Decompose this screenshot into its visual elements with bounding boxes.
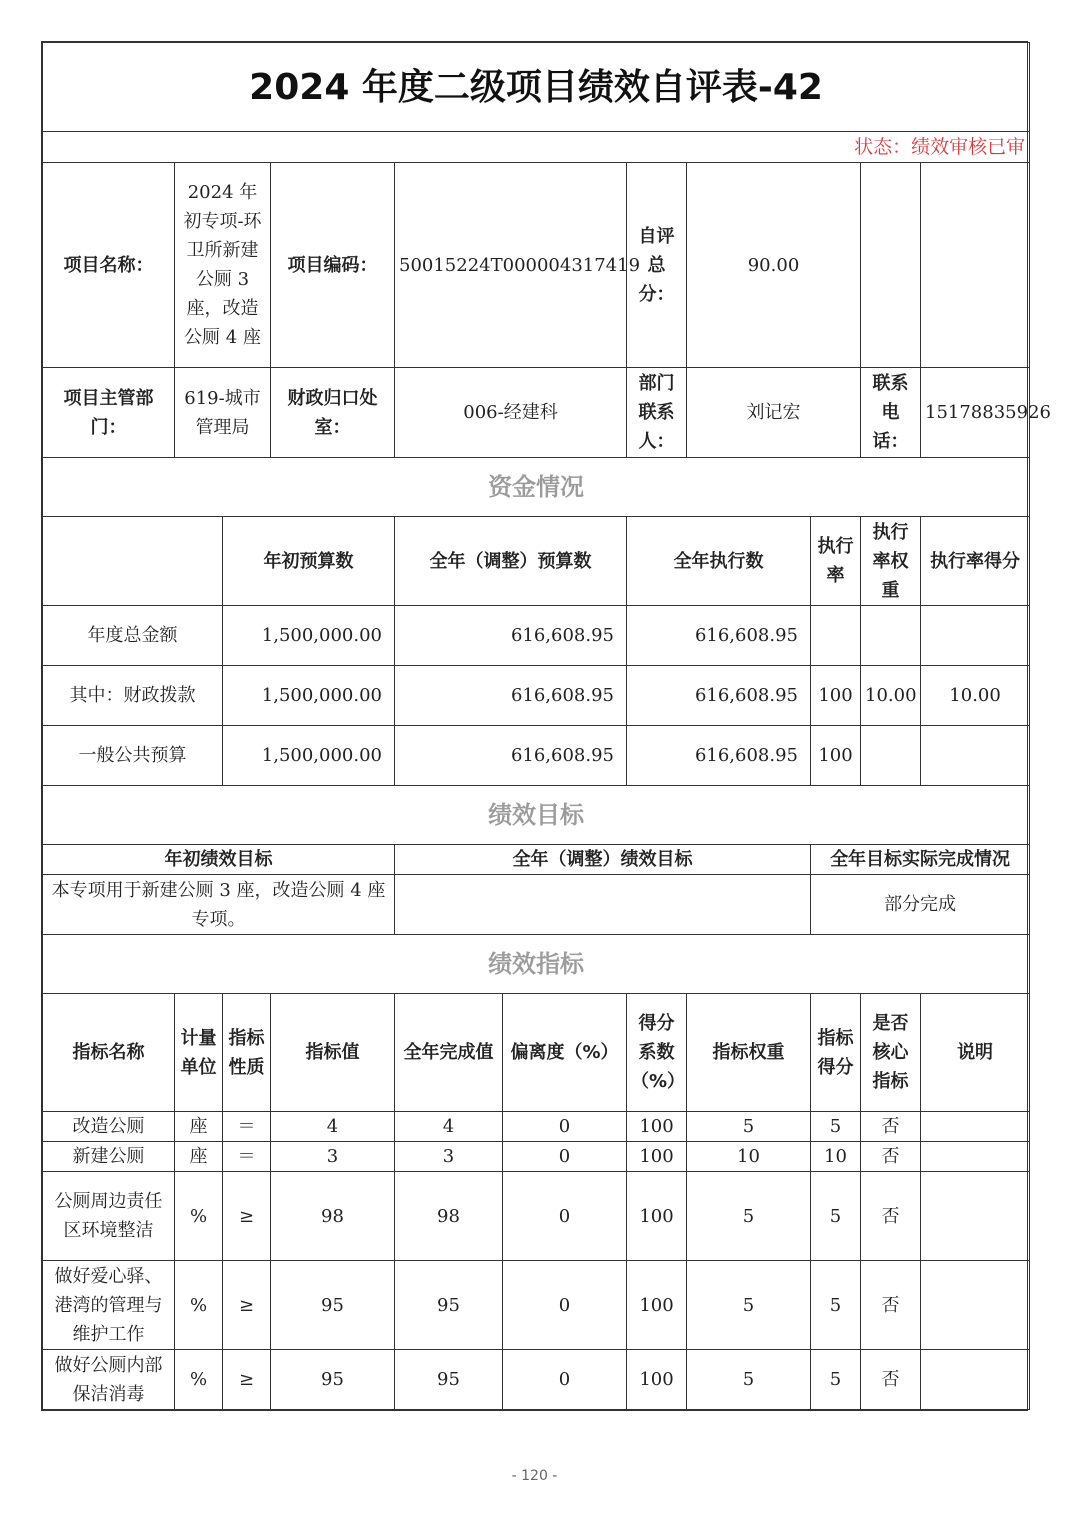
goals-header-actual: 全年目标实际完成情况: [811, 845, 1030, 875]
funds-cell: 10.00: [921, 666, 1030, 726]
indicator-header: 计量单位: [175, 994, 223, 1112]
indicator-cell: ＝: [223, 1112, 271, 1142]
indicator-cell: 10: [811, 1142, 861, 1172]
indicator-cell: 100: [627, 1261, 687, 1350]
indicator-cell: 5: [687, 1112, 811, 1142]
project-code: 50015224T000004317419: [395, 163, 627, 368]
funds-cell: 616,608.95: [627, 606, 811, 666]
indicator-header: 指标权重: [687, 994, 811, 1112]
indicator-cell: 座: [175, 1112, 223, 1142]
indicator-header: 偏离度（%）: [503, 994, 627, 1112]
indicator-header: 指标值: [271, 994, 395, 1112]
funds-cell: 616,608.95: [395, 666, 627, 726]
indicator-cell: 5: [687, 1261, 811, 1350]
indicator-cell: ≥: [223, 1172, 271, 1261]
indicator-cell: 否: [861, 1142, 921, 1172]
funds-cell: 一般公共预算: [43, 726, 223, 786]
indicator-cell: 否: [861, 1112, 921, 1142]
indicator-cell: 0: [503, 1112, 627, 1142]
funds-cell: 616,608.95: [395, 726, 627, 786]
table-row: [43, 726, 1030, 786]
indicator-cell: 100: [627, 1112, 687, 1142]
empty-cell: [921, 163, 1030, 368]
indicator-cell: 98: [271, 1172, 395, 1261]
funds-header: 执行率得分: [921, 517, 1030, 606]
indicator-header: 指标性质: [223, 994, 271, 1112]
phone-value: 15178835926: [921, 368, 1030, 458]
goal-adjusted: [395, 875, 811, 935]
funds-cell: [861, 606, 921, 666]
table-row: [43, 1261, 1030, 1350]
table-row: [43, 1112, 1030, 1142]
goals-header-adjusted: 全年（调整）绩效目标: [395, 845, 811, 875]
funds-cell: 其中：财政拨款: [43, 666, 223, 726]
indicator-cell: 5: [687, 1350, 811, 1410]
indicator-cell: 4: [271, 1112, 395, 1142]
funds-cell: [921, 606, 1030, 666]
finance-label: 财政归口处室：: [271, 368, 395, 458]
indicator-cell: 5: [811, 1112, 861, 1142]
indicator-cell: [921, 1112, 1030, 1142]
indicator-cell: 95: [395, 1350, 503, 1410]
funds-cell: [861, 726, 921, 786]
indicator-cell: 95: [271, 1350, 395, 1410]
indicator-header: 指标得分: [811, 994, 861, 1112]
project-name: 2024 年初专项-环卫所新建公厕 3 座，改造公厕 4 座: [175, 163, 271, 368]
indicator-cell: 0: [503, 1261, 627, 1350]
indicator-cell: 0: [503, 1172, 627, 1261]
funds-cell: [921, 726, 1030, 786]
funds-header: 执行率权重: [861, 517, 921, 606]
form-table: [42, 42, 1051, 1410]
indicator-cell: 座: [175, 1142, 223, 1172]
page-title: 2024 年度二级项目绩效自评表-42: [43, 43, 1030, 132]
indicator-cell: 95: [271, 1261, 395, 1350]
funds-cell: 1,500,000.00: [223, 666, 395, 726]
indicator-cell: 新建公厕: [43, 1142, 175, 1172]
empty-cell: [861, 163, 921, 368]
indicator-cell: 100: [627, 1350, 687, 1410]
contact-label: 部门联系人：: [627, 368, 687, 458]
funds-cell: 10.00: [861, 666, 921, 726]
indicator-cell: ≥: [223, 1261, 271, 1350]
goals-header-initial: 年初绩效目标: [43, 845, 395, 875]
indicator-cell: 95: [395, 1261, 503, 1350]
indicator-cell: 否: [861, 1350, 921, 1410]
indicator-cell: [921, 1172, 1030, 1261]
contact-value: 刘记宏: [687, 368, 861, 458]
funds-section-title: 资金情况: [43, 458, 1030, 517]
indicator-cell: 0: [503, 1142, 627, 1172]
phone-label: 联系电话：: [861, 368, 921, 458]
indicator-cell: 3: [271, 1142, 395, 1172]
indicator-cell: 做好公厕内部保洁消毒: [43, 1350, 175, 1410]
funds-cell: 1,500,000.00: [223, 726, 395, 786]
funds-cell: 1,500,000.00: [223, 606, 395, 666]
funds-header: 执行率: [811, 517, 861, 606]
indicator-cell: [921, 1350, 1030, 1410]
indicator-cell: 5: [811, 1172, 861, 1261]
project-name-label: 项目名称：: [43, 163, 175, 368]
indicator-header: 指标名称: [43, 994, 175, 1112]
funds-cell: 100: [811, 666, 861, 726]
indicator-cell: %: [175, 1261, 223, 1350]
indicator-cell: 3: [395, 1142, 503, 1172]
status-badge: 状态：绩效审核已审: [43, 132, 1030, 163]
indicator-cell: 98: [395, 1172, 503, 1261]
indicator-cell: 改造公厕: [43, 1112, 175, 1142]
indicator-cell: 做好爱心驿、港湾的管理与维护工作: [43, 1261, 175, 1350]
goals-section-title: 绩效目标: [43, 786, 1030, 845]
funds-cell: 年度总金额: [43, 606, 223, 666]
funds-cell: [811, 606, 861, 666]
indicator-header: 得分系数（%）: [627, 994, 687, 1112]
funds-header: 年初预算数: [223, 517, 395, 606]
indicator-cell: 4: [395, 1112, 503, 1142]
indicator-cell: 公厕周边责任区环境整洁: [43, 1172, 175, 1261]
funds-cell: 616,608.95: [395, 606, 627, 666]
indicators-section-title: 绩效指标: [43, 935, 1030, 994]
funds-cell: 100: [811, 726, 861, 786]
table-row: [43, 1172, 1030, 1261]
project-code-label: 项目编码：: [271, 163, 395, 368]
table-row: [43, 1142, 1030, 1172]
indicator-cell: 5: [687, 1172, 811, 1261]
indicator-cell: 否: [861, 1172, 921, 1261]
funds-cell: 616,608.95: [627, 726, 811, 786]
indicator-cell: %: [175, 1172, 223, 1261]
goal-actual: 部分完成: [811, 875, 1030, 935]
table-row: [43, 666, 1030, 726]
indicator-cell: ≥: [223, 1350, 271, 1410]
table-row: [43, 1350, 1030, 1410]
indicator-cell: %: [175, 1350, 223, 1410]
goal-initial: 本专项用于新建公厕 3 座，改造公厕 4 座专项。: [43, 875, 395, 935]
dept-value: 619-城市管理局: [175, 368, 271, 458]
indicator-cell: 0: [503, 1350, 627, 1410]
funds-header: [43, 517, 223, 606]
score-value: 90.00: [687, 163, 861, 368]
indicator-header: 说明: [921, 994, 1030, 1112]
indicator-cell: [921, 1142, 1030, 1172]
funds-header: 全年（调整）预算数: [395, 517, 627, 606]
page-number: - 120 -: [511, 1468, 558, 1484]
table-row: [43, 606, 1030, 666]
funds-header: 全年执行数: [627, 517, 811, 606]
indicator-cell: ＝: [223, 1142, 271, 1172]
indicator-header: 全年完成值: [395, 994, 503, 1112]
dept-label: 项目主管部门：: [43, 368, 175, 458]
indicator-cell: 5: [811, 1350, 861, 1410]
indicator-cell: [921, 1261, 1030, 1350]
evaluation-form: [41, 41, 1051, 1411]
indicator-header: 是否核心指标: [861, 994, 921, 1112]
score-label: 自评总分：: [627, 163, 687, 368]
finance-value: 006-经建科: [395, 368, 627, 458]
indicator-cell: 100: [627, 1142, 687, 1172]
funds-cell: 616,608.95: [627, 666, 811, 726]
indicator-cell: 5: [811, 1261, 861, 1350]
indicator-cell: 否: [861, 1261, 921, 1350]
indicator-cell: 10: [687, 1142, 811, 1172]
indicator-cell: 100: [627, 1172, 687, 1261]
